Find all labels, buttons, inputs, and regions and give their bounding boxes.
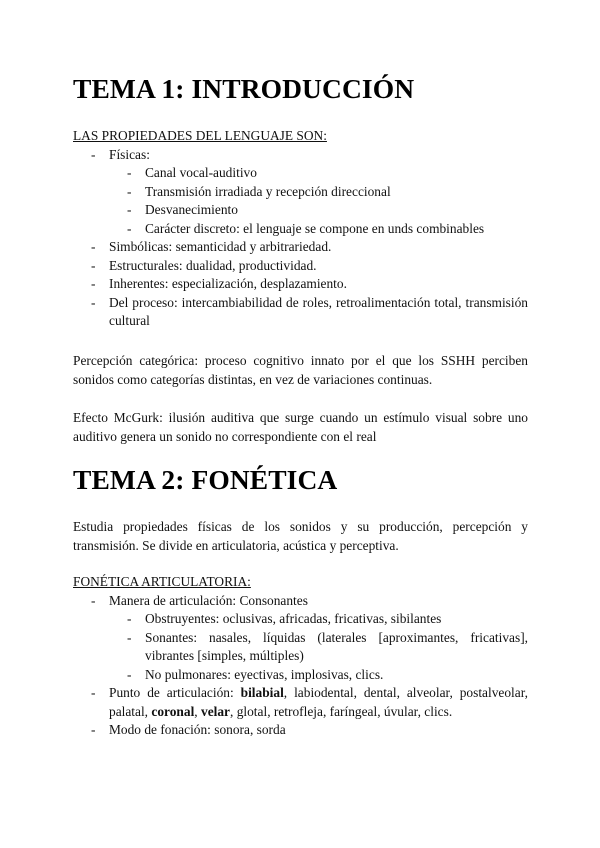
list-item: - Estructurales: dualidad, productividad. [73, 257, 528, 276]
punto-bold-bilabial: bilabial [240, 685, 284, 700]
list-item [73, 592, 528, 685]
list-item-label: Físicas: [109, 146, 150, 162]
tema2-title: TEMA 2: FONÉTICA [73, 464, 338, 495]
list-item [73, 146, 528, 239]
fonetica-articulatoria-section [73, 573, 528, 740]
sublist-item: - Sonantes: nasales, líquidas (laterales [aproximantes, fricativas], vibrantes [simples, múltiples) [73, 629, 528, 666]
sublist-item: - Transmisión irradiada y recepción direccional [73, 183, 528, 202]
sublist [109, 164, 528, 238]
tema1-section-heading: LAS PROPIEDADES DEL LENGUAJE SON: [73, 128, 327, 143]
properties-list [73, 146, 528, 331]
list-item: - Modo de fonación: sonora, sorda [73, 721, 528, 740]
sublist-item: - Carácter discreto: el lenguaje se compone en unds combinables [73, 220, 528, 239]
list-item [73, 684, 528, 721]
tema1-properties-section [73, 127, 528, 331]
punto-bold-velar: velar [201, 703, 230, 719]
tema2-section-heading: FONÉTICA ARTICULATORIA: [73, 574, 251, 589]
punto-bold-coronal: coronal [151, 703, 195, 719]
punto-suffix: , glotal, retrofleja, faríngeal, úvular, clics. [230, 703, 453, 719]
sublist [109, 610, 528, 684]
list-item: - Simbólicas: semanticidad y arbitrariedad. [73, 238, 528, 257]
sublist-item: - Obstruyentes: oclusivas, africadas, fricativas, sibilantes [73, 610, 528, 629]
sublist-item: - No pulmonares: eyectivas, implosivas, clics. [73, 666, 528, 685]
sublist-item: - Canal vocal-auditivo [73, 164, 528, 183]
punto-middle: , labiodental, dental, alveolar, postalveolar, palatal, [109, 685, 528, 719]
tema2-intro-paragraph: Estudia propiedades físicas de los sonidos y su producción, percepción y transmisión. Se divide en articulatoria, acústica y perceptiva. [73, 519, 528, 553]
tema1-title: TEMA 1: INTRODUCCIÓN [73, 73, 415, 104]
list-item: - Inherentes: especialización, desplazamiento. [73, 275, 528, 294]
list-item: - Del proceso: intercambiabilidad de roles, retroalimentación total, transmisión cultural [73, 294, 528, 331]
sublist-item: - Desvanecimiento [73, 201, 528, 220]
punto-prefix: Punto de articulación: [109, 685, 241, 700]
paragraph-percepcion-categorica: Percepción categórica: proceso cognitivo innato por el que los SSHH perciben sonidos como categorías distintas, en vez de variaciones continuas. [73, 353, 528, 387]
paragraph-efecto-mcgurk: Efecto McGurk: ilusión auditiva que surge cuando un estímulo visual sobre uno auditivo genera un sonido no correspondiente con el real [73, 410, 528, 444]
punto-separator: , [194, 703, 201, 719]
list-item-label: Manera de articulación: Consonantes [109, 592, 308, 608]
articulatoria-list [73, 592, 528, 740]
